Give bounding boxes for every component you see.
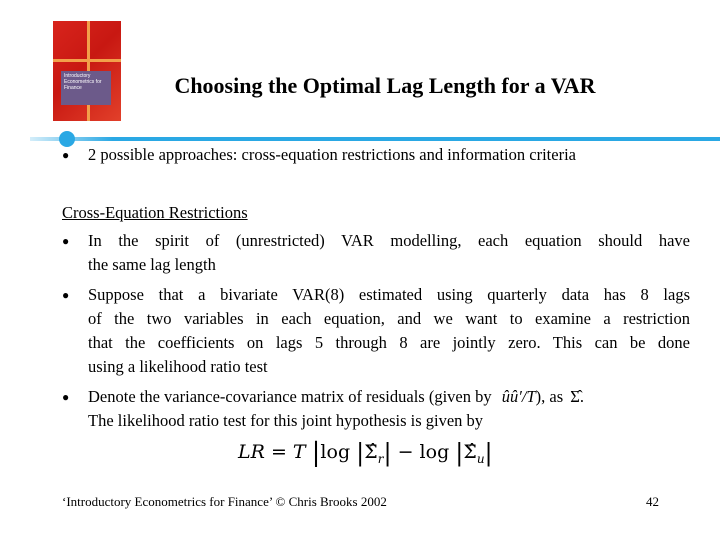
footer-copyright: ‘Introductory Econometrics for Finance’ © Chris Brooks 2002 [62, 494, 387, 509]
book-cover-image [53, 21, 121, 121]
bullet-3-text: Denote the variance-covariance matrix of residuals (given by [88, 387, 492, 406]
bullet-2-line-3: that the coefficients on lags 5 through 8 are jointly zero. This can be done [88, 333, 690, 352]
formula-sigma-u: Σ̂ [463, 441, 477, 463]
formula-sigma-r: Σ̂ [364, 441, 378, 463]
bullet-2-line-2: of the two variables in each equation, and we want to examine a restriction [88, 309, 690, 328]
formula-lhs: LR = T [238, 441, 306, 463]
bullet-3-line-2: The likelihood ratio test for this joint hypothesis is given by [88, 411, 484, 430]
formula-sub-r: r [377, 451, 384, 466]
formula-minus: − [397, 441, 414, 463]
bullet-2-line-4: using a likelihood ratio test [88, 357, 268, 376]
bullet-dot: ● [62, 288, 70, 302]
bullet-1-line-2: the same lag length [88, 255, 216, 274]
formula-log-1: log [320, 441, 351, 463]
bullet-dot: ● [62, 148, 70, 162]
cover-stripe-horizontal [53, 59, 121, 62]
sigma-hat-symbol: Σ̂ [570, 387, 580, 406]
intro-bullet-text: 2 possible approaches: cross-equation restrictions and information criteria [88, 145, 576, 164]
bullet-1-line-1: In the spirit of (unrestricted) VAR modelling, each equation should have [88, 231, 690, 250]
lr-formula: LR = T |log $|\Sigmâ_r| - \log$ $|\Sigmâ_u|$ [238, 438, 493, 468]
page-number: 42 [646, 494, 659, 509]
slide-title: Choosing the Optimal Lag Length for a VAR [174, 73, 596, 98]
bullet-3-text-end: ), as [535, 387, 564, 406]
cover-label: Introductory Econometrics for Finance [61, 71, 111, 105]
formula-log-2: log [419, 441, 450, 463]
bullet-dot: ● [62, 234, 70, 248]
bullet-3-line-1: Denote the variance-covariance matrix of residuals (given by ûû′/T), as Σ̂. [88, 387, 584, 406]
bullet-2-line-1: Suppose that a bivariate VAR(8) estimated using quarterly data has 8 lags [88, 285, 690, 304]
bullet-dot: ● [62, 390, 70, 404]
formula-sub-u: u [476, 451, 485, 466]
title-divider-line [30, 137, 720, 141]
residual-product-math: ûû′/T [501, 387, 536, 406]
section-heading: Cross-Equation Restrictions [62, 203, 248, 222]
